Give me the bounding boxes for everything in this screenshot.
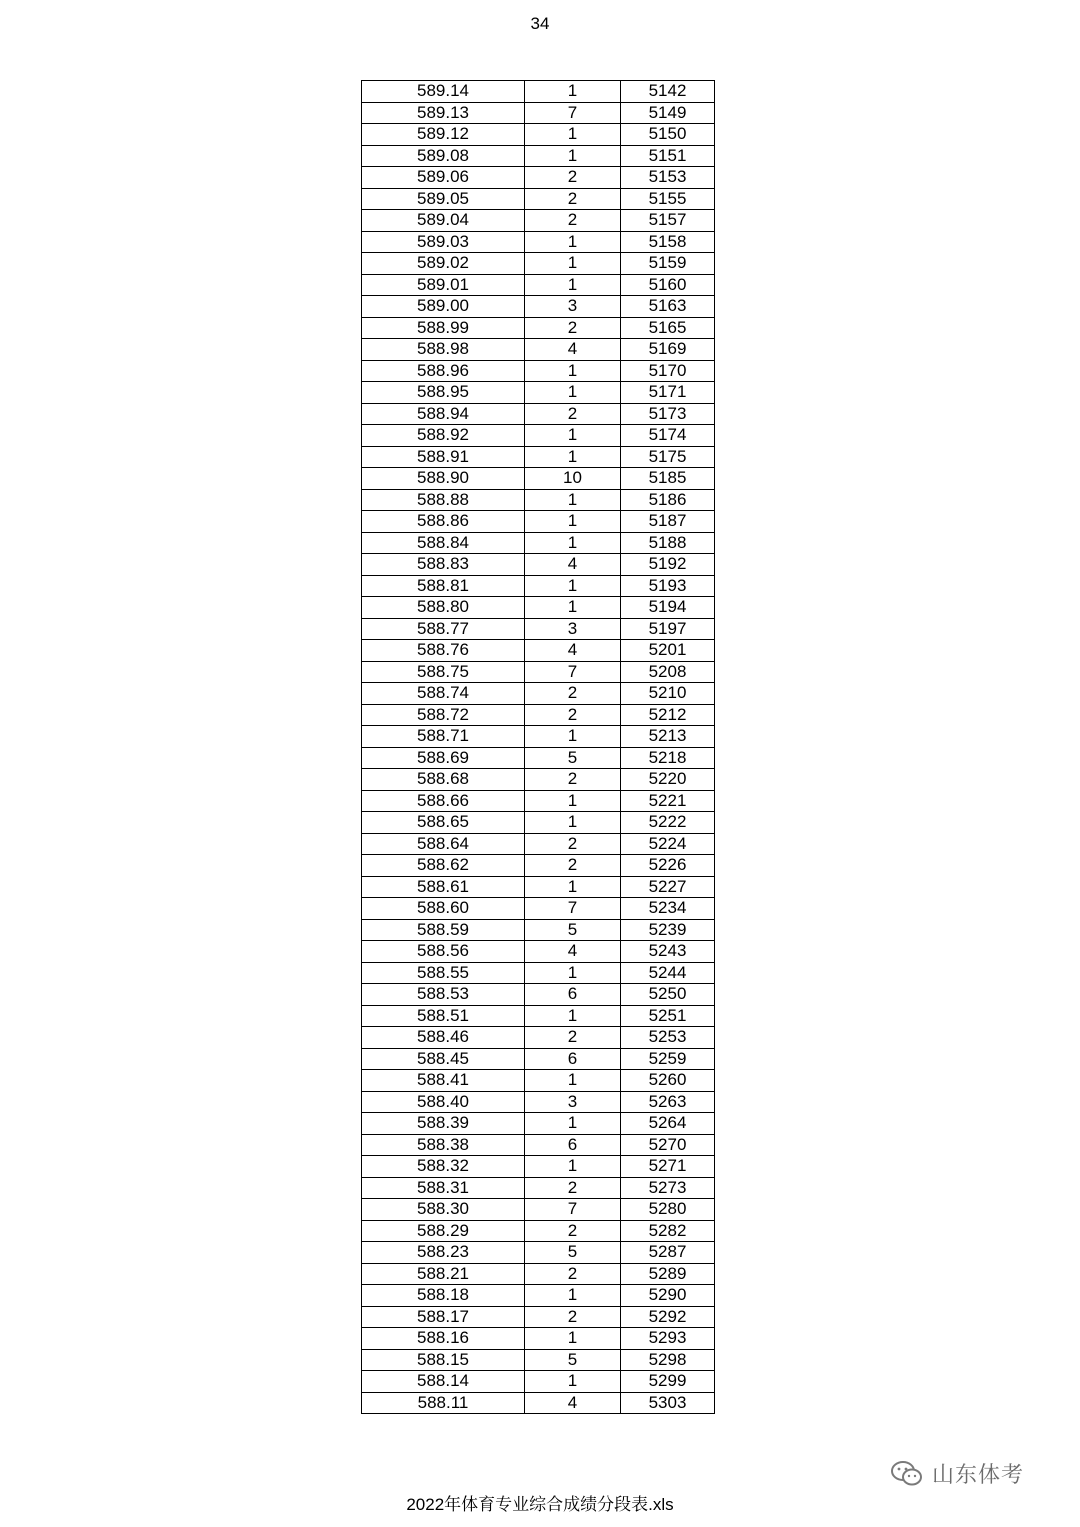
count-cell: 1 (525, 446, 621, 468)
cumulative-cell: 5170 (621, 360, 715, 382)
cumulative-cell: 5187 (621, 511, 715, 533)
table-row (362, 747, 715, 769)
score-cell: 589.02 (362, 253, 525, 275)
count-cell: 2 (525, 210, 621, 232)
score-cell: 588.98 (362, 339, 525, 361)
cumulative-cell: 5271 (621, 1156, 715, 1178)
score-cell: 589.14 (362, 81, 525, 103)
table-row (362, 704, 715, 726)
table-row (362, 1134, 715, 1156)
table-row (362, 1177, 715, 1199)
score-cell: 588.81 (362, 575, 525, 597)
table-row (362, 1263, 715, 1285)
score-cell: 588.23 (362, 1242, 525, 1264)
table-row (362, 726, 715, 748)
cumulative-cell: 5149 (621, 102, 715, 124)
count-cell: 1 (525, 1328, 621, 1350)
table-row (362, 1091, 715, 1113)
score-cell: 589.03 (362, 231, 525, 253)
cumulative-cell: 5175 (621, 446, 715, 468)
cumulative-cell: 5299 (621, 1371, 715, 1393)
cumulative-cell: 5224 (621, 833, 715, 855)
cumulative-cell: 5151 (621, 145, 715, 167)
count-cell: 1 (525, 81, 621, 103)
table-body (362, 81, 715, 1414)
count-cell: 4 (525, 554, 621, 576)
score-cell: 588.69 (362, 747, 525, 769)
table-row (362, 167, 715, 189)
count-cell: 5 (525, 747, 621, 769)
cumulative-cell: 5163 (621, 296, 715, 318)
score-cell: 588.45 (362, 1048, 525, 1070)
count-cell: 1 (525, 962, 621, 984)
table-row (362, 1156, 715, 1178)
score-cell: 588.61 (362, 876, 525, 898)
cumulative-cell: 5201 (621, 640, 715, 662)
cumulative-cell: 5192 (621, 554, 715, 576)
count-cell: 1 (525, 145, 621, 167)
table-row (362, 769, 715, 791)
table-row (362, 1242, 715, 1264)
cumulative-cell: 5210 (621, 683, 715, 705)
table-row (362, 855, 715, 877)
score-cell: 588.51 (362, 1005, 525, 1027)
table-row (362, 446, 715, 468)
count-cell: 2 (525, 317, 621, 339)
table-row (362, 274, 715, 296)
cumulative-cell: 5280 (621, 1199, 715, 1221)
cumulative-cell: 5150 (621, 124, 715, 146)
score-cell: 589.08 (362, 145, 525, 167)
count-cell: 3 (525, 618, 621, 640)
table-row (362, 253, 715, 275)
score-cell: 588.53 (362, 984, 525, 1006)
score-cell: 588.59 (362, 919, 525, 941)
table-row (362, 1371, 715, 1393)
table-row (362, 575, 715, 597)
count-cell: 4 (525, 941, 621, 963)
count-cell: 1 (525, 726, 621, 748)
table-row (362, 984, 715, 1006)
table-row (362, 941, 715, 963)
table-row (362, 1113, 715, 1135)
cumulative-cell: 5160 (621, 274, 715, 296)
score-cell: 588.86 (362, 511, 525, 533)
score-cell: 588.60 (362, 898, 525, 920)
table-row (362, 876, 715, 898)
count-cell: 6 (525, 1134, 621, 1156)
score-cell: 588.76 (362, 640, 525, 662)
count-cell: 2 (525, 167, 621, 189)
count-cell: 1 (525, 489, 621, 511)
count-cell: 1 (525, 1113, 621, 1135)
cumulative-cell: 5270 (621, 1134, 715, 1156)
table-row (362, 339, 715, 361)
count-cell: 4 (525, 339, 621, 361)
table-row (362, 468, 715, 490)
score-cell: 588.31 (362, 1177, 525, 1199)
cumulative-cell: 5250 (621, 984, 715, 1006)
count-cell: 1 (525, 124, 621, 146)
table-row (362, 1220, 715, 1242)
count-cell: 2 (525, 855, 621, 877)
score-cell: 588.88 (362, 489, 525, 511)
score-cell: 588.41 (362, 1070, 525, 1092)
table-row (362, 425, 715, 447)
table-row (362, 1328, 715, 1350)
count-cell: 3 (525, 296, 621, 318)
count-cell: 5 (525, 1349, 621, 1371)
score-cell: 588.14 (362, 1371, 525, 1393)
count-cell: 4 (525, 640, 621, 662)
table-row (362, 661, 715, 683)
table-row (362, 403, 715, 425)
cumulative-cell: 5159 (621, 253, 715, 275)
table-row (362, 188, 715, 210)
table-row (362, 833, 715, 855)
count-cell: 7 (525, 102, 621, 124)
watermark-text: 山东体考 (932, 1462, 1025, 1487)
cumulative-cell: 5290 (621, 1285, 715, 1307)
count-cell: 1 (525, 812, 621, 834)
count-cell: 2 (525, 704, 621, 726)
count-cell: 1 (525, 274, 621, 296)
cumulative-cell: 5174 (621, 425, 715, 447)
cumulative-cell: 5259 (621, 1048, 715, 1070)
cumulative-cell: 5220 (621, 769, 715, 791)
count-cell: 1 (525, 253, 621, 275)
table-row (362, 683, 715, 705)
score-cell: 589.13 (362, 102, 525, 124)
count-cell: 3 (525, 1091, 621, 1113)
table-row (362, 532, 715, 554)
score-cell: 588.75 (362, 661, 525, 683)
table-row (362, 640, 715, 662)
score-cell: 588.18 (362, 1285, 525, 1307)
table-row (362, 124, 715, 146)
cumulative-cell: 5287 (621, 1242, 715, 1264)
count-cell: 2 (525, 769, 621, 791)
cumulative-cell: 5239 (621, 919, 715, 941)
table-row (362, 145, 715, 167)
count-cell: 1 (525, 382, 621, 404)
cumulative-cell: 5169 (621, 339, 715, 361)
score-cell: 588.83 (362, 554, 525, 576)
count-cell: 1 (525, 1156, 621, 1178)
table-row (362, 1048, 715, 1070)
cumulative-cell: 5155 (621, 188, 715, 210)
cumulative-cell: 5165 (621, 317, 715, 339)
cumulative-cell: 5293 (621, 1328, 715, 1350)
score-cell: 588.71 (362, 726, 525, 748)
score-table (361, 80, 715, 1414)
score-cell: 588.32 (362, 1156, 525, 1178)
cumulative-cell: 5251 (621, 1005, 715, 1027)
cumulative-cell: 5244 (621, 962, 715, 984)
score-cell: 588.46 (362, 1027, 525, 1049)
count-cell: 1 (525, 231, 621, 253)
table-row (362, 382, 715, 404)
cumulative-cell: 5185 (621, 468, 715, 490)
table-row (362, 1349, 715, 1371)
score-cell: 588.99 (362, 317, 525, 339)
score-cell: 588.96 (362, 360, 525, 382)
cumulative-cell: 5173 (621, 403, 715, 425)
cumulative-cell: 5234 (621, 898, 715, 920)
count-cell: 2 (525, 1306, 621, 1328)
table-row (362, 554, 715, 576)
cumulative-cell: 5282 (621, 1220, 715, 1242)
cumulative-cell: 5298 (621, 1349, 715, 1371)
score-cell: 588.74 (362, 683, 525, 705)
score-cell: 588.15 (362, 1349, 525, 1371)
score-cell: 589.12 (362, 124, 525, 146)
score-cell: 589.01 (362, 274, 525, 296)
cumulative-cell: 5226 (621, 855, 715, 877)
count-cell: 1 (525, 1285, 621, 1307)
wechat-icon (890, 1460, 924, 1488)
cumulative-cell: 5243 (621, 941, 715, 963)
score-cell: 588.21 (362, 1263, 525, 1285)
cumulative-cell: 5227 (621, 876, 715, 898)
score-cell: 588.65 (362, 812, 525, 834)
cumulative-cell: 5157 (621, 210, 715, 232)
table-row (362, 511, 715, 533)
cumulative-cell: 5221 (621, 790, 715, 812)
table-row (362, 1392, 715, 1414)
count-cell: 1 (525, 1371, 621, 1393)
count-cell: 2 (525, 403, 621, 425)
score-cell: 588.68 (362, 769, 525, 791)
watermark (890, 1458, 1024, 1489)
count-cell: 1 (525, 1005, 621, 1027)
table-row (362, 102, 715, 124)
cumulative-cell: 5142 (621, 81, 715, 103)
count-cell: 2 (525, 1027, 621, 1049)
count-cell: 6 (525, 984, 621, 1006)
cumulative-cell: 5188 (621, 532, 715, 554)
count-cell: 1 (525, 1070, 621, 1092)
count-cell: 2 (525, 1263, 621, 1285)
count-cell: 10 (525, 468, 621, 490)
table-row (362, 210, 715, 232)
count-cell: 2 (525, 1220, 621, 1242)
score-cell: 588.11 (362, 1392, 525, 1414)
score-cell: 588.95 (362, 382, 525, 404)
cumulative-cell: 5292 (621, 1306, 715, 1328)
footer-filename: 2022年体育专业综合成绩分段表.xls (406, 1495, 674, 1514)
cumulative-cell: 5194 (621, 597, 715, 619)
count-cell: 2 (525, 833, 621, 855)
cumulative-cell: 5171 (621, 382, 715, 404)
table-row (362, 317, 715, 339)
count-cell: 7 (525, 661, 621, 683)
score-cell: 588.94 (362, 403, 525, 425)
cumulative-cell: 5213 (621, 726, 715, 748)
table-row (362, 81, 715, 103)
score-cell: 589.06 (362, 167, 525, 189)
table-row (362, 962, 715, 984)
count-cell: 1 (525, 597, 621, 619)
table-row (362, 1070, 715, 1092)
table-row (362, 360, 715, 382)
table-row (362, 1199, 715, 1221)
score-cell: 589.04 (362, 210, 525, 232)
count-cell: 2 (525, 683, 621, 705)
score-cell: 589.00 (362, 296, 525, 318)
score-cell: 588.92 (362, 425, 525, 447)
count-cell: 1 (525, 532, 621, 554)
cumulative-cell: 5193 (621, 575, 715, 597)
cumulative-cell: 5289 (621, 1263, 715, 1285)
count-cell: 1 (525, 575, 621, 597)
score-cell: 588.39 (362, 1113, 525, 1135)
score-cell: 588.17 (362, 1306, 525, 1328)
cumulative-cell: 5212 (621, 704, 715, 726)
score-cell: 588.29 (362, 1220, 525, 1242)
count-cell: 4 (525, 1392, 621, 1414)
table-row (362, 1285, 715, 1307)
count-cell: 7 (525, 898, 621, 920)
score-cell: 588.40 (362, 1091, 525, 1113)
cumulative-cell: 5153 (621, 167, 715, 189)
score-cell: 588.16 (362, 1328, 525, 1350)
table-row (362, 231, 715, 253)
count-cell: 2 (525, 1177, 621, 1199)
count-cell: 1 (525, 790, 621, 812)
count-cell: 5 (525, 1242, 621, 1264)
score-cell: 588.77 (362, 618, 525, 640)
cumulative-cell: 5264 (621, 1113, 715, 1135)
table-row (362, 919, 715, 941)
table-row (362, 597, 715, 619)
count-cell: 7 (525, 1199, 621, 1221)
cumulative-cell: 5303 (621, 1392, 715, 1414)
score-cell: 588.62 (362, 855, 525, 877)
cumulative-cell: 5197 (621, 618, 715, 640)
cumulative-cell: 5186 (621, 489, 715, 511)
table-row (362, 1306, 715, 1328)
count-cell: 2 (525, 188, 621, 210)
cumulative-cell: 5158 (621, 231, 715, 253)
cumulative-cell: 5260 (621, 1070, 715, 1092)
page-number: 34 (530, 14, 550, 33)
cumulative-cell: 5222 (621, 812, 715, 834)
count-cell: 5 (525, 919, 621, 941)
cumulative-cell: 5208 (621, 661, 715, 683)
score-cell: 588.55 (362, 962, 525, 984)
table-row (362, 1005, 715, 1027)
score-cell: 588.80 (362, 597, 525, 619)
score-cell: 588.64 (362, 833, 525, 855)
table-row (362, 489, 715, 511)
count-cell: 1 (525, 425, 621, 447)
cumulative-cell: 5218 (621, 747, 715, 769)
table-row (362, 812, 715, 834)
cumulative-cell: 5263 (621, 1091, 715, 1113)
score-cell: 588.84 (362, 532, 525, 554)
table-row (362, 1027, 715, 1049)
table-row (362, 618, 715, 640)
score-cell: 588.91 (362, 446, 525, 468)
score-cell: 588.30 (362, 1199, 525, 1221)
score-cell: 588.66 (362, 790, 525, 812)
count-cell: 1 (525, 876, 621, 898)
count-cell: 6 (525, 1048, 621, 1070)
cumulative-cell: 5253 (621, 1027, 715, 1049)
table-row (362, 898, 715, 920)
table-row (362, 296, 715, 318)
score-cell: 588.90 (362, 468, 525, 490)
score-cell: 588.38 (362, 1134, 525, 1156)
count-cell: 1 (525, 360, 621, 382)
score-cell: 588.56 (362, 941, 525, 963)
cumulative-cell: 5273 (621, 1177, 715, 1199)
score-cell: 588.72 (362, 704, 525, 726)
count-cell: 1 (525, 511, 621, 533)
table-row (362, 790, 715, 812)
score-cell: 589.05 (362, 188, 525, 210)
